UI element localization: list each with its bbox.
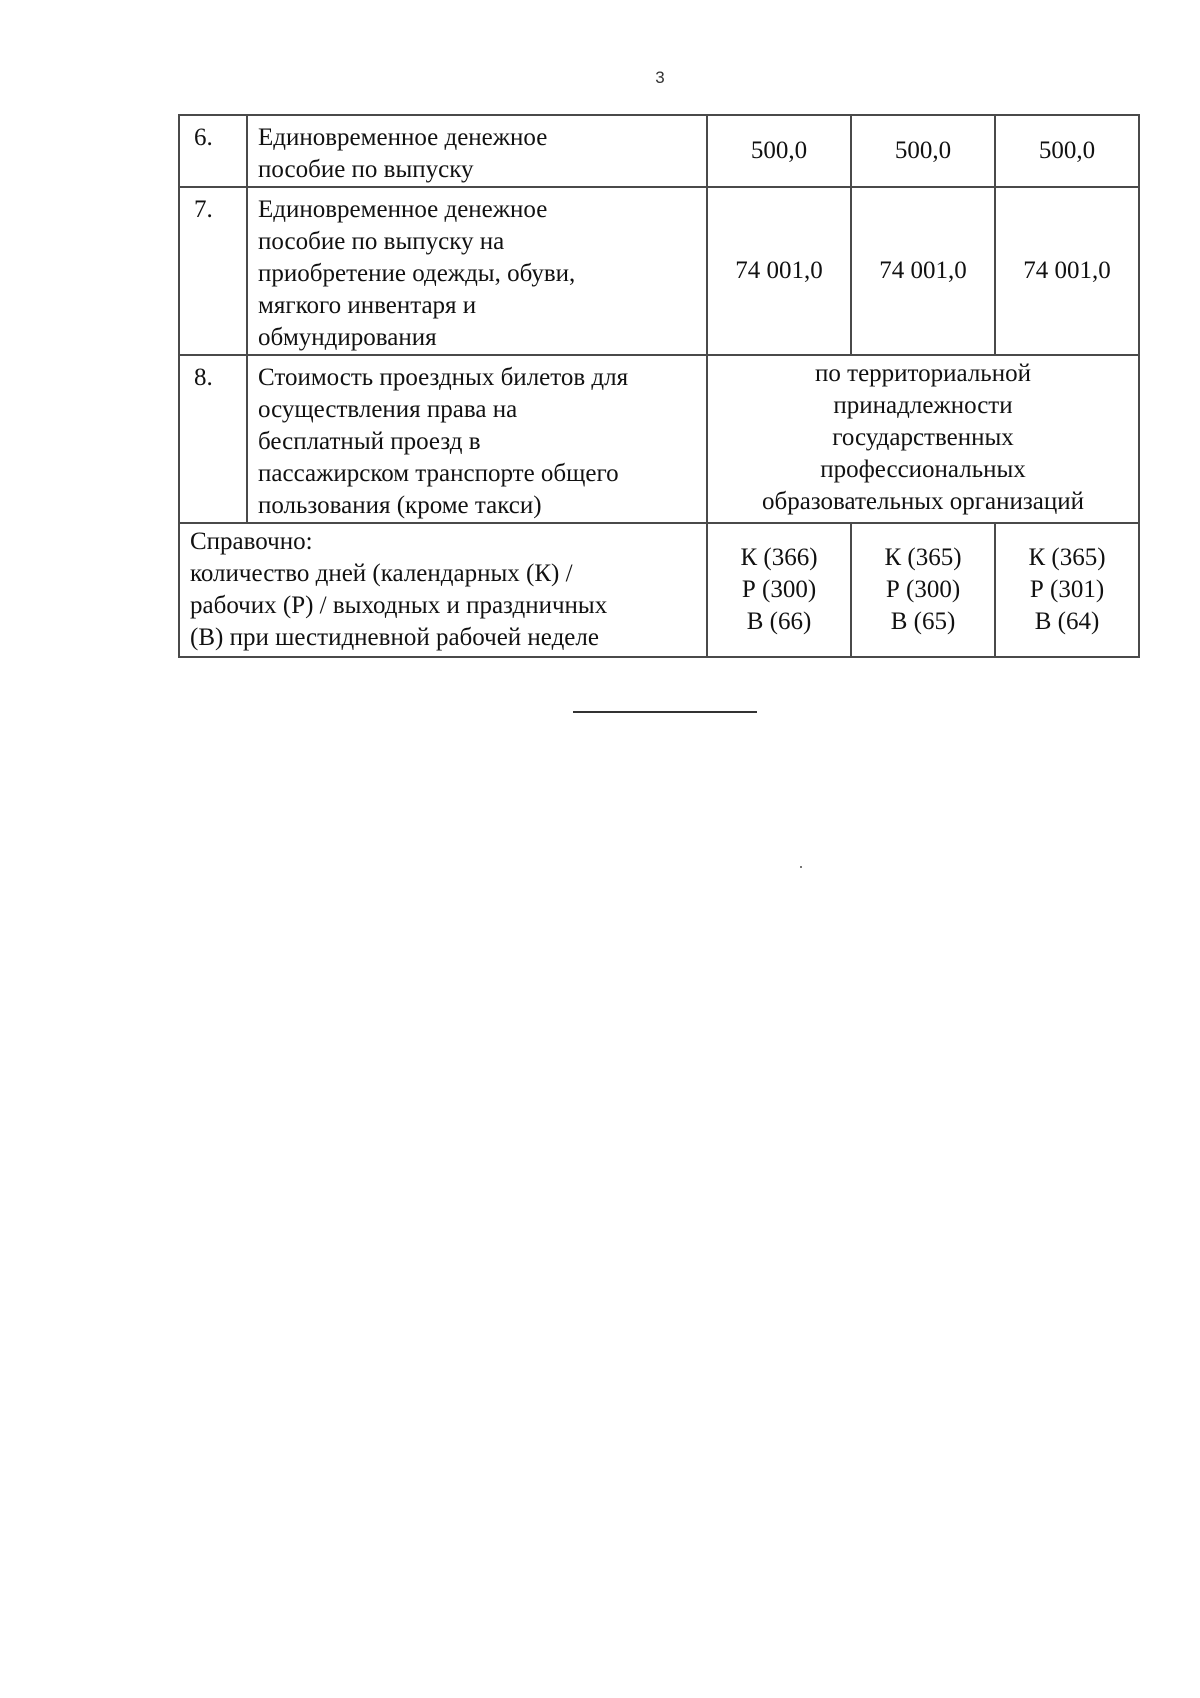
description-line: Единовременное денежное: [258, 124, 548, 151]
description-line: осуществления права на: [258, 396, 518, 423]
merged-line: профессиональных: [820, 456, 1026, 483]
working-days: Р (301): [1029, 576, 1105, 603]
row-description: [247, 115, 707, 187]
table-row-reference: [179, 523, 1139, 657]
merged-line: принадлежности: [833, 392, 1013, 419]
value-cell: 500,0: [851, 115, 995, 187]
value-cell: 74 001,0: [995, 187, 1139, 355]
weekend-days: В (65): [890, 608, 956, 635]
reference-line: количество дней (календарных (К) /: [190, 560, 573, 587]
working-days: Р (300): [741, 576, 817, 603]
description-line: Единовременное денежное: [258, 196, 548, 223]
calendar-days: К (365): [1028, 544, 1106, 571]
working-days: Р (300): [885, 576, 961, 603]
description-line: мягкого инвентаря и: [258, 292, 477, 319]
end-separator-line: [573, 711, 757, 713]
days-cell: [995, 523, 1139, 657]
description-line: Стоимость проездных билетов для: [258, 364, 629, 391]
row-description: [247, 355, 707, 523]
allowance-table: [178, 114, 1140, 658]
merged-line: образовательных организаций: [761, 488, 1084, 515]
page-number: 3: [655, 68, 665, 87]
scan-speck: [800, 866, 802, 868]
days-cell: [707, 523, 851, 657]
table-row-8: [179, 355, 1139, 523]
calendar-days: К (366): [740, 544, 818, 571]
row-number: 6.: [179, 115, 247, 187]
value-cell: 500,0: [995, 115, 1139, 187]
table-row-6: [179, 115, 1139, 187]
weekend-days: В (64): [1034, 608, 1100, 635]
reference-line: (В) при шестидневной рабочей неделе: [190, 624, 599, 651]
merged-value-cell: [707, 355, 1139, 523]
row-number: 8.: [179, 355, 247, 523]
row-description: [247, 187, 707, 355]
description-line: обмундирования: [258, 324, 437, 351]
description-line: пассажирском транспорте общего: [258, 460, 619, 487]
value-cell: 74 001,0: [707, 187, 851, 355]
reference-line: рабочих (Р) / выходных и праздничных: [190, 592, 608, 619]
reference-line: Справочно:: [190, 528, 313, 555]
row-number: 7.: [179, 187, 247, 355]
description-line: бесплатный проезд в: [258, 428, 481, 455]
reference-label: [179, 523, 707, 657]
merged-line: государственных: [832, 424, 1014, 451]
description-line: пособие по выпуску: [258, 156, 474, 183]
description-line: приобретение одежды, обуви,: [258, 260, 576, 287]
table-row-7: [179, 187, 1139, 355]
weekend-days: В (66): [746, 608, 812, 635]
description-line: пользования (кроме такси): [258, 492, 542, 519]
merged-line: по территориальной: [815, 360, 1031, 387]
days-cell: [851, 523, 995, 657]
value-cell: 74 001,0: [851, 187, 995, 355]
description-line: пособие по выпуску на: [258, 228, 505, 255]
calendar-days: К (365): [884, 544, 962, 571]
value-cell: 500,0: [707, 115, 851, 187]
